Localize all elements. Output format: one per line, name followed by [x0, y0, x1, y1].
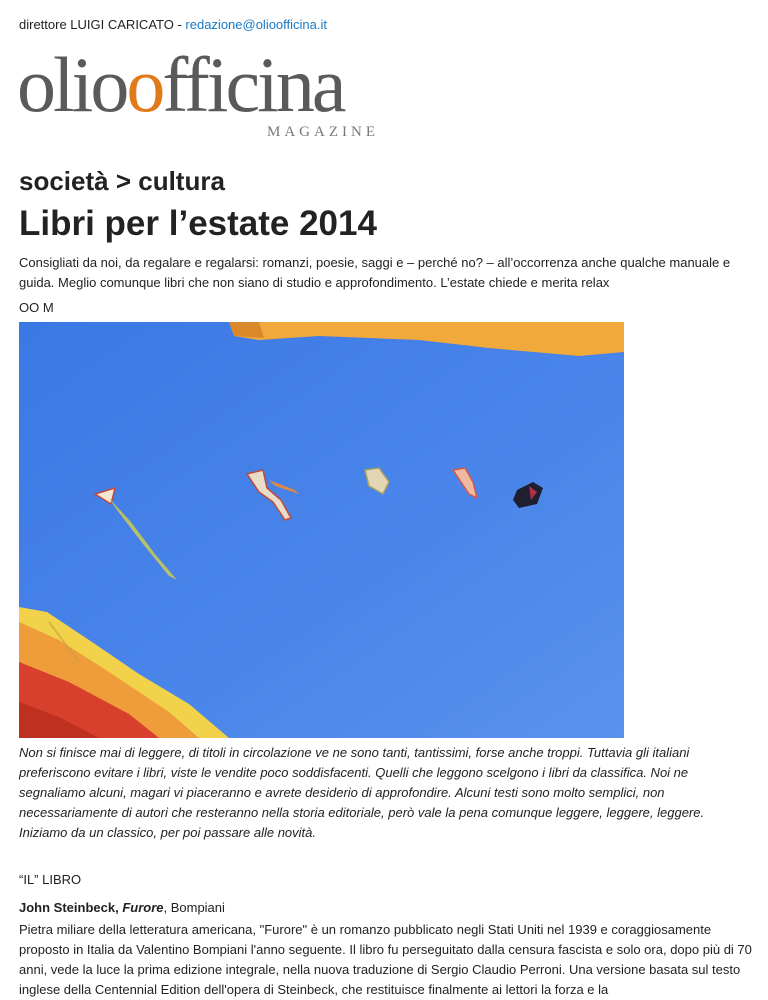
book-publisher: , Bompiani	[163, 900, 225, 915]
email-link[interactable]: redazione@olioofficina.it	[185, 17, 328, 32]
logo-subtitle: MAGAZINE	[267, 124, 379, 140]
article-intro: Consigliati da noi, da regalare e regalarsi: romanzi, poesie, saggi e – perché no? – all’occorrenza anche qualche manuale e guida. Meglio comunque libri che non siano di studio e approfondimento. L’estate chiede e merita relax	[19, 255, 731, 290]
book-title: Furore	[122, 900, 164, 915]
logo-wordmark: olioofficina	[17, 41, 344, 128]
logo[interactable]	[17, 41, 387, 146]
book-heading	[19, 900, 225, 915]
photo-caption: Non si finisce mai di leggere, di titoli in circolazione ve ne sono tanti, tantissimi, forse anche troppi. Tuttavia gli italiani preferiscono evitare i libri, viste le vendite poco soddisfacenti. Quelli che leggono scelgono i libri da classifica. Noi ne segnaliamo alcuni, magari vi piaceranno e avrete desiderio di approfondire. Alcuni testi sono molto semplici, non necessariamente di autori che resteranno nella storia editoriale, però vale la pena comunque leggere, leggere, leggere. Iniziamo da un classico, per poi passare alle novità.	[19, 745, 705, 840]
director-text: direttore LUIGI CARICATO -	[19, 17, 186, 32]
breadcrumb[interactable]: società > cultura	[19, 166, 225, 196]
article-author: OO M	[19, 300, 54, 315]
article-body: Pietra miliare della letteratura americana, "Furore" è un romanzo pubblicato negli Stati Uniti nel 1939 e coraggiosamente proposto in Italia da Valentino Bompiani l'anno seguente. Il libro fu perseguitato dalla censura fascista e solo ora, dopo più di 70 anni, vede la luce la prima edizione integrale, nella nuova traduzione di Sergio Claudio Perroni. Una versione basata sul testo inglese della Centennial Edition dell'opera di Steinbeck, che restituisce finalmente ai lettori la forza e la	[19, 922, 752, 997]
section-label: “IL” LIBRO	[19, 872, 82, 887]
page-title: Libri per l’estate 2014	[19, 204, 377, 243]
article-photo	[19, 322, 624, 738]
header-director	[19, 17, 327, 32]
book-author: John Steinbeck,	[19, 900, 123, 915]
kites-sky-image	[19, 322, 624, 738]
